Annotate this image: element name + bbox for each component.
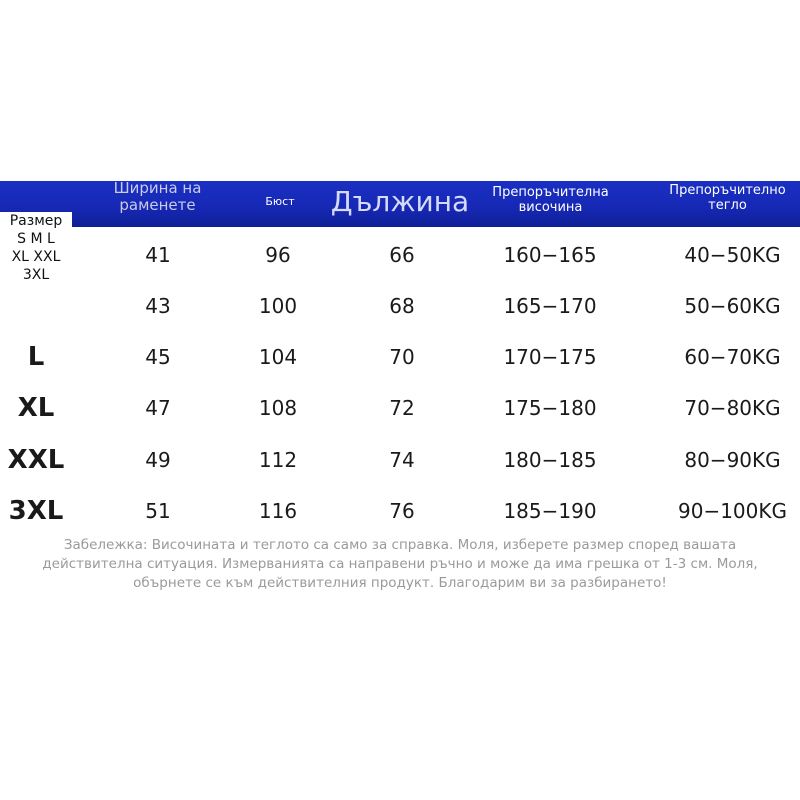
header-shoulder-width: Ширина на раменете: [113, 179, 202, 215]
size-cell: XL: [17, 393, 55, 423]
header-bust: Бюст: [265, 195, 295, 208]
shoulder-cell: 41: [145, 243, 171, 267]
height-cell: 170−175: [503, 345, 597, 369]
shoulder-cell: 45: [145, 345, 171, 369]
header-recommended-weight: Препоръчително тегло: [669, 183, 786, 213]
bust-cell: 104: [258, 345, 298, 369]
size-legend-line: 3XL: [22, 267, 50, 283]
disclaimer-note: Забележка: Височината и теглото са само за справка. Моля, изберете размер според вашата действителна ситуация. Измерванията са направени ръчно и може да има грешка от 1-3 см. Моля, обърнете се към действителния продукт. Благодарим ви за разбирането!: [42, 537, 758, 591]
size-cell: 3XL: [8, 496, 64, 526]
bust-cell: 116: [258, 499, 298, 523]
header-recommended-height: Препоръчителна височина: [492, 185, 609, 215]
table-row: [0, 486, 800, 536]
bust-cell: 108: [258, 396, 298, 420]
bust-cell: 100: [258, 294, 298, 318]
weight-cell: 70−80KG: [684, 396, 781, 420]
bust-cell: 96: [265, 243, 291, 267]
size-cell: [0, 230, 72, 280]
size-cell: [0, 281, 72, 331]
weight-cell: 60−70KG: [684, 345, 781, 369]
weight-cell: 80−90KG: [684, 448, 781, 472]
size-cell: L: [27, 342, 45, 372]
length-cell: 74: [389, 448, 415, 472]
shoulder-cell: 49: [145, 448, 171, 472]
length-cell: 70: [389, 345, 415, 369]
height-cell: 160−165: [503, 243, 597, 267]
shoulder-cell: 43: [145, 294, 171, 318]
table-row: [0, 332, 800, 382]
length-cell: 72: [389, 396, 415, 420]
table-row: [0, 281, 800, 331]
weight-cell: 40−50KG: [684, 243, 781, 267]
shoulder-cell: 47: [145, 396, 171, 420]
length-cell: 76: [389, 499, 415, 523]
size-legend-line: XL XXL: [11, 249, 61, 265]
height-cell: 180−185: [503, 448, 597, 472]
shoulder-cell: 51: [145, 499, 171, 523]
table-row: [0, 435, 800, 485]
length-cell: 66: [389, 243, 415, 267]
weight-cell: 50−60KG: [684, 294, 781, 318]
size-legend-line: S M L: [17, 231, 55, 247]
length-cell: 68: [389, 294, 415, 318]
weight-cell: 90−100KG: [678, 499, 787, 523]
size-cell: XXL: [7, 445, 65, 475]
height-cell: 185−190: [503, 499, 597, 523]
table-row: [0, 230, 800, 280]
bust-cell: 112: [258, 448, 298, 472]
size-legend-line: Размер: [9, 213, 63, 229]
height-cell: 175−180: [503, 396, 597, 420]
table-row: [0, 383, 800, 433]
header-length: Дължина: [330, 185, 470, 218]
height-cell: 165−170: [503, 294, 597, 318]
